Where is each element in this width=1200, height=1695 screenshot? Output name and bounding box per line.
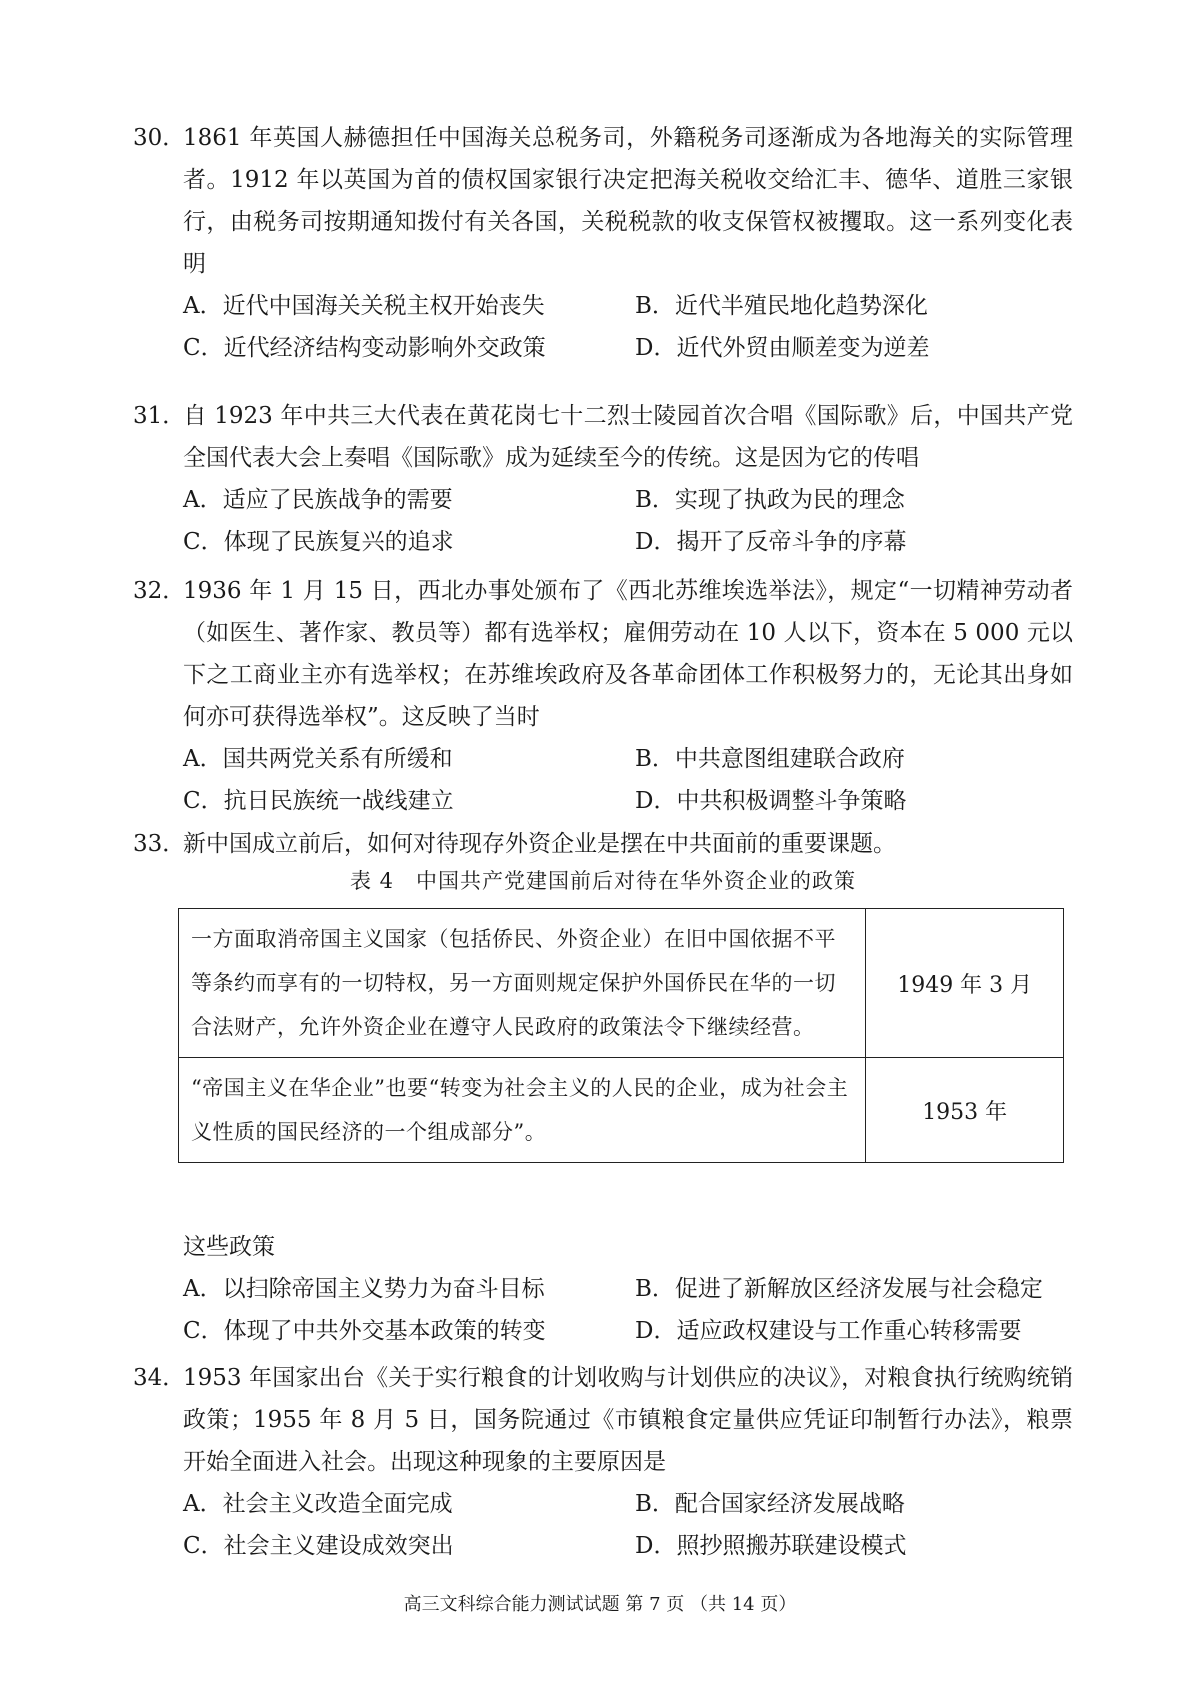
option-a: A．以扫除帝国主义势力为奋斗目标 — [183, 1276, 545, 1302]
policy-date: 1953 年 — [866, 1058, 1064, 1163]
policy-text: 一方面取消帝国主义国家（包括侨民、外资企业）在旧中国依据不平等条约而享有的一切特权，另一方面则规定保护外国侨民在华的一切合法财产，允许外资企业在遵守人民政府的政策法令下继续经营。 — [179, 909, 866, 1058]
table-caption: 表 4 中国共产党建国前后对待在华外资企业的政策 — [349, 869, 857, 893]
option-c: C．体现了中共外交基本政策的转变 — [183, 1318, 546, 1344]
option-c: C．体现了民族复兴的追求 — [183, 529, 454, 555]
option-a: A．社会主义改造全面完成 — [183, 1491, 453, 1517]
question-number: 34． — [133, 1365, 186, 1391]
question-33-tail: 这些政策 — [183, 1234, 275, 1260]
option-d: D．中共积极调整斗争策略 — [635, 788, 907, 814]
question-text: 1936 年 1 月 15 日，西北办事处颁布了《西北苏维埃选举法》，规定“一切精神劳动者（如医生、著作家、教员等）都有选举权；雇佣劳动在 10 人以下，资本在 5 000 元以下之工商业主亦有选举权；在苏维埃政府及各革命团体工作积极努力的，无论其出身如何亦可获得选举权”。这反映了当时 — [183, 578, 1073, 730]
option-c: C．抗日民族统一战线建立 — [183, 788, 454, 814]
option-a: A．适应了民族战争的需要 — [183, 487, 453, 513]
table-row — [179, 909, 1064, 1058]
options — [133, 479, 1073, 563]
option-c: C．近代经济结构变动影响外交政策 — [183, 335, 546, 361]
options — [133, 1268, 1073, 1352]
question-30 — [133, 117, 1073, 369]
page-footer: 高三文科综合能力测试试题 第 7 页 （共 14 页） — [403, 1594, 797, 1615]
option-a: A．国共两党关系有所缓和 — [183, 746, 453, 772]
question-text: 新中国成立前后，如何对待现存外资企业是摆在中共面前的重要课题。 — [183, 831, 896, 857]
options — [133, 1483, 1073, 1567]
question-text: 自 1923 年中共三大代表在黄花岗七十二烈士陵园首次合唱《国际歌》后，中国共产党全国代表大会上奏唱《国际歌》成为延续至今的传统。这是因为它的传唱 — [183, 403, 1073, 471]
option-d: D．适应政权建设与工作重心转移需要 — [635, 1318, 1022, 1344]
question-34-stem — [133, 1357, 1073, 1483]
option-d: D．近代外贸由顺差变为逆差 — [635, 335, 930, 361]
table-row — [179, 1058, 1064, 1163]
question-33-options — [133, 1268, 1073, 1352]
question-32 — [133, 570, 1073, 822]
options — [133, 738, 1073, 822]
question-number: 30． — [133, 125, 186, 151]
policy-date: 1949 年 3 月 — [866, 909, 1064, 1058]
option-b: B．近代半殖民地化趋势深化 — [635, 293, 928, 319]
option-c: C．社会主义建设成效突出 — [183, 1533, 454, 1559]
option-b: B．中共意图组建联合政府 — [635, 746, 905, 772]
option-a: A．近代中国海关关税主权开始丧失 — [183, 293, 545, 319]
option-b: B．促进了新解放区经济发展与社会稳定 — [635, 1276, 1043, 1302]
option-d: D．照抄照搬苏联建设模式 — [635, 1533, 907, 1559]
option-b: B．配合国家经济发展战略 — [635, 1491, 905, 1517]
question-text: 1953 年国家出台《关于实行粮食的计划收购与计划供应的决议》，对粮食执行统购统销政策；1955 年 8 月 5 日，国务院通过《市镇粮食定量供应凭证印制暂行办法》，粮票开始全面进入社会。出现这种现象的主要原因是 — [183, 1365, 1073, 1475]
policy-table — [178, 908, 1064, 1163]
question-31-stem — [133, 395, 1073, 479]
policy-text: “帝国主义在华企业”也要“转变为社会主义的人民的企业，成为社会主义性质的国民经济的一个组成部分”。 — [179, 1058, 866, 1163]
question-32-stem — [133, 570, 1073, 738]
question-33 — [133, 823, 1073, 865]
question-number: 33． — [133, 831, 186, 857]
question-text: 1861 年英国人赫德担任中国海关总税务司，外籍税务司逐渐成为各地海关的实际管理者。1912 年以英国为首的债权国家银行决定把海关税收交给汇丰、德华、道胜三家银行，由税务司按期通知拨付有关各国，关税税款的收支保管权被攫取。这一系列变化表明 — [183, 125, 1073, 277]
question-number: 31． — [133, 403, 186, 429]
option-b: B．实现了执政为民的理念 — [635, 487, 905, 513]
option-d: D．揭开了反帝斗争的序幕 — [635, 529, 907, 555]
question-34 — [133, 1357, 1073, 1567]
options — [133, 285, 1073, 369]
question-31 — [133, 395, 1073, 563]
question-33-stem — [133, 823, 1073, 865]
question-number: 32． — [133, 578, 186, 604]
question-30-stem — [133, 117, 1073, 285]
